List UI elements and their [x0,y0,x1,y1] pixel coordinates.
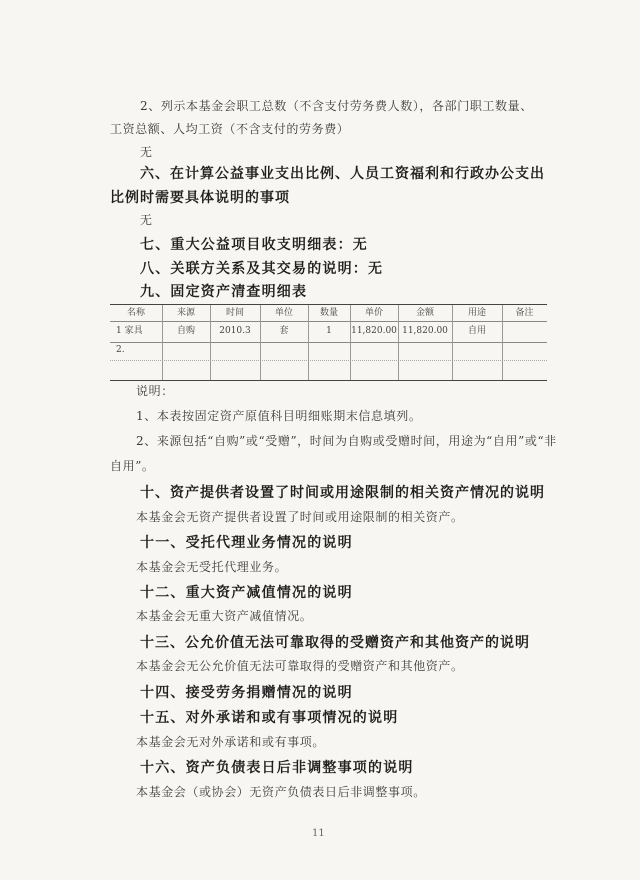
sec11-body: 本基金会无受托代理业务。 [136,560,288,574]
header-source: 来源 [176,308,195,318]
sec11-heading: 十一、受托代理业务情况的说明 [140,535,353,551]
header-unit: 单位 [274,308,293,318]
header-name: 名称 [126,308,145,318]
sec14-heading: 十四、接受劳务捐赠情况的说明 [140,685,353,701]
row1-unit-price: 11,820.00 [351,326,397,336]
sec15-heading: 十五、对外承诺和或有事项情况的说明 [140,710,399,726]
sec10-body: 本基金会无资产提供者设置了时间或用途限制的相关资产。 [136,510,464,524]
table-row-divider [110,342,547,343]
sec12-body: 本基金会无重大资产减值情况。 [136,609,313,623]
row1-amount: 11,820.00 [402,326,448,336]
sec13-body: 本基金会无公允价值无法可靠取得的受赠资产和其他资产。 [136,659,464,673]
row2-name: 2. [116,345,125,355]
table-row-divider [110,360,547,361]
row1-unit: 套 [279,326,289,336]
sec5-item2-line1: 2、列示本基金会职工总数（不含支付劳务费人数），各部门职工数量、 [140,99,533,113]
sec9-heading: 九、固定资产清查明细表 [140,284,308,300]
sec10-heading: 十、资产提供者设置了时间或用途限制的相关资产情况的说明 [140,485,545,501]
sec16-heading: 十六、资产负债表日后非调整事项的说明 [140,760,414,776]
row1-usage: 自用 [467,326,486,336]
row1-source: 自购 [176,326,195,336]
sec6-heading-line1: 六、在计算公益事业支出比例、人员工资福利和行政办公支出 [140,166,545,182]
sec5-item2-answer: 无 [140,145,153,159]
sec7-heading: 七、重大公益项目收支明细表：无 [140,237,368,253]
asset-table [110,304,547,381]
header-quantity: 数量 [319,308,338,318]
row1-quantity: 1 [326,326,332,336]
header-time: 时间 [225,308,244,318]
note-1: 1、本表按固定资产原值科目明细账期末信息填列。 [136,409,422,423]
sec12-heading: 十二、重大资产减值情况的说明 [140,585,353,601]
header-unit-price: 单价 [364,308,383,318]
page-number: 11 [312,828,325,839]
header-usage: 用途 [467,308,486,318]
note-2-line2: 自用”。 [110,459,155,473]
table-header-divider [110,321,547,322]
notes-title: 说明： [136,384,174,398]
sec15-body: 本基金会无对外承诺和或有事项。 [136,735,326,749]
sec6-answer: 无 [140,213,153,227]
sec8-heading: 八、关联方关系及其交易的说明：无 [140,261,384,277]
sec16-body: 本基金会（或协会）无资产负债表日后非调整事项。 [136,785,426,799]
header-remark: 备注 [515,308,534,318]
sec5-item2-line2: 工资总额、人均工资（不含支付的劳务费） [110,122,350,136]
sec6-heading-line2: 比例时需要具体说明的事项 [110,190,290,206]
row1-name: 1 家具 [116,326,143,336]
sec13-heading: 十三、公允价值无法可靠取得的受赠资产和其他资产的说明 [140,635,530,651]
header-amount: 金额 [415,308,434,318]
row1-time: 2010.3 [219,326,251,336]
note-2-line1: 2、来源包括“自购”或“受赠”，时间为自购或受赠时间，用途为“自用”或“非 [136,434,557,448]
